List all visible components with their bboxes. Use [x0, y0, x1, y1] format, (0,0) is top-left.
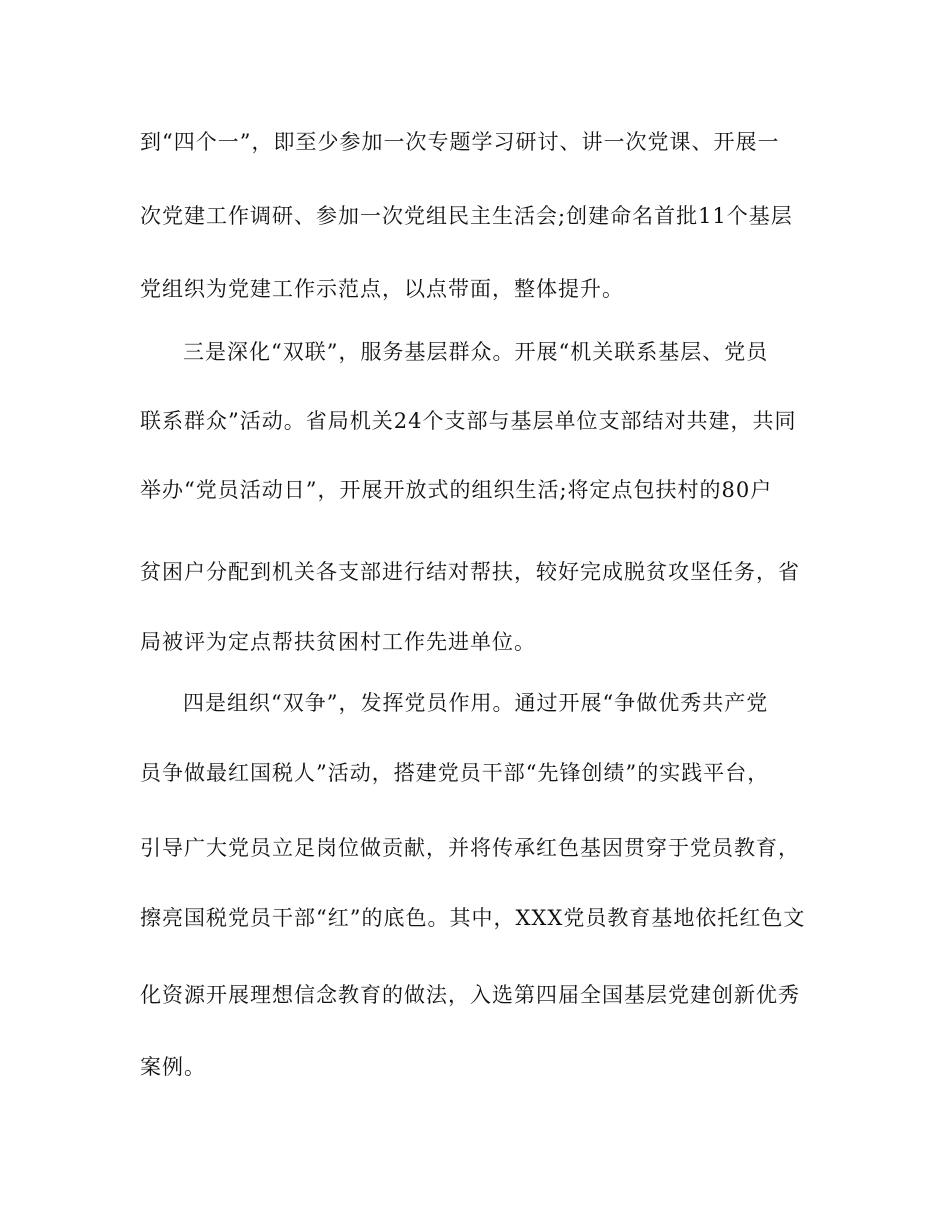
paragraph-line: 到“四个一”，即至少参加一次专题学习研讨、讲一次党课、开展一: [140, 130, 780, 154]
paragraph-line: 四是组织“双争”，发挥党员作用。通过开展“争做优秀共产党: [183, 691, 769, 715]
paragraph-line: 局被评为定点帮扶贫困村工作先进单位。: [140, 630, 536, 654]
paragraph-line: 化资源开展理想信念教育的做法，入选第四届全国基层党建创新优秀: [140, 983, 800, 1007]
paragraph-line: 案例。: [140, 1055, 206, 1079]
paragraph-line: 次党建工作调研、参加一次党组民主生活会;创建命名首批11个基层: [140, 204, 793, 228]
paragraph-line: 引导广大党员立足岗位做贡献，并将传承红色基因贯穿于党员教育，: [140, 836, 800, 860]
paragraph-line: 擦亮国税党员干部“红”的底色。其中，XXX党员教育基地依托红色文: [140, 906, 806, 930]
paragraph-line: 员争做最红国税人”活动，搭建党员干部“先锋创绩”的实践平台，: [140, 761, 770, 785]
paragraph-line: 三是深化“双联”，服务基层群众。开展“机关联系基层、党员: [183, 340, 769, 364]
paragraph-line: 举办“党员活动日”，开展开放式的组织生活;将定点包扶村的80户: [140, 478, 773, 502]
paragraph-line: 党组织为党建工作示范点，以点带面，整体提升。: [140, 277, 624, 301]
paragraph-line: 贫困户分配到机关各支部进行结对帮扶，较好完成脱贫攻坚任务，省: [140, 560, 800, 584]
paragraph-line: 联系群众”活动。省局机关24个支部与基层单位支部结对共建，共同: [140, 409, 797, 433]
